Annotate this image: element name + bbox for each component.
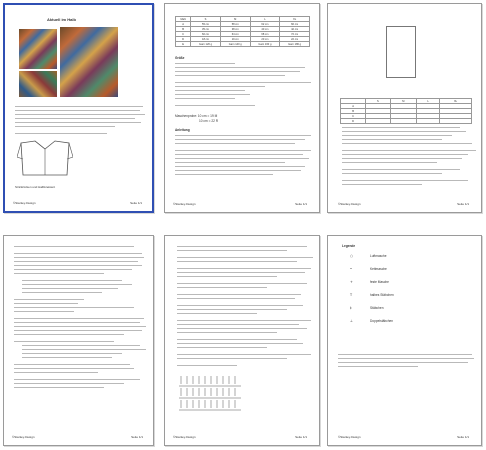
table-header: XL — [280, 17, 310, 22]
table-row: A — [341, 104, 472, 109]
footer-right: Seite 1/1 — [457, 435, 469, 439]
table-row: B — [341, 109, 472, 114]
footer-right: Seite 1/1 — [131, 435, 143, 439]
gauge-line-2: 10 cm = 22 R — [199, 119, 219, 123]
double-crochet-icon: ‡ — [350, 306, 352, 310]
half-double-crochet-icon: T — [350, 293, 353, 297]
page-thumbnail-1[interactable] — [3, 3, 154, 213]
table-header: S — [191, 17, 221, 22]
footer-left: ©Stanley-Design — [13, 201, 36, 205]
table-row: A 55 cm 58 cm 62 cm 66 cm — [176, 22, 310, 27]
table-row: D 18 cm 19 cm 20 cm 22 cm — [176, 37, 310, 42]
legend-label: Doppelstäbchen — [370, 319, 394, 323]
footer-right: Seite 1/1 — [457, 202, 469, 206]
size-heading: Größe — [175, 56, 185, 60]
photo-left — [19, 29, 57, 69]
single-crochet-icon: + — [350, 280, 353, 284]
table-row: D — [341, 119, 472, 124]
table-row: C 60 cm 64 cm 68 cm 72 cm — [176, 32, 310, 37]
schematic-caption: Strickrücken und Halbkreisteil. — [15, 185, 56, 189]
treble-crochet-icon: ⊥ — [350, 319, 353, 323]
chain-stitch-icon: ○ — [350, 254, 353, 258]
crochet-chart — [177, 372, 243, 414]
table-header: M — [220, 17, 250, 22]
jacket-schematic — [17, 137, 73, 181]
footer-left: ©Stanley-Design — [338, 202, 361, 206]
table-header: L — [250, 17, 280, 22]
table-row: C — [341, 114, 472, 119]
section-title: Anleitung — [175, 128, 190, 132]
footer-right: Seite 1/1 — [130, 201, 142, 205]
pattern-title: Aktuell im Halb — [47, 17, 76, 22]
page-thumbnail-5[interactable] — [164, 235, 320, 446]
legend-label: Stäbchen — [370, 306, 384, 310]
legend-label: Kettmasche — [370, 267, 387, 271]
size-table — [175, 16, 310, 47]
table-header: Maß — [176, 17, 191, 22]
legend-label: feste Masche — [370, 280, 389, 284]
legend-title: Legende — [342, 244, 356, 248]
gauge-line-1: Maschenprobe: 10 cm = 19 M — [175, 114, 218, 118]
slip-stitch-icon: • — [350, 267, 352, 271]
footer-left: ©Stanley-Design — [173, 202, 196, 206]
page-thumbnail-3[interactable] — [327, 3, 482, 213]
page-thumbnail-6[interactable] — [327, 235, 482, 446]
footer-right: Seite 1/1 — [295, 202, 307, 206]
table-row: B 35 cm 38 cm 40 cm 42 cm — [176, 27, 310, 32]
footer-left: ©Stanley-Design — [173, 435, 196, 439]
footer-right: Seite 1/1 — [295, 435, 307, 439]
page-thumbnail-4[interactable] — [3, 235, 154, 446]
measure-table: S M L XL A B C D — [340, 98, 472, 124]
legend-label: halbes Stäbchen — [370, 293, 394, 297]
photo-main — [60, 27, 118, 97]
measurement-rectangle — [386, 26, 416, 78]
page-thumbnail-2[interactable] — [164, 3, 320, 213]
table-row: E Garn 120 g Garn 140 g Garn 160 g Garn 180 g — [176, 42, 310, 47]
legend-label: Luftmasche — [370, 254, 387, 258]
footer-left: ©Stanley-Design — [338, 435, 361, 439]
footer-left: ©Stanley-Design — [12, 435, 35, 439]
photo-small — [19, 71, 57, 97]
